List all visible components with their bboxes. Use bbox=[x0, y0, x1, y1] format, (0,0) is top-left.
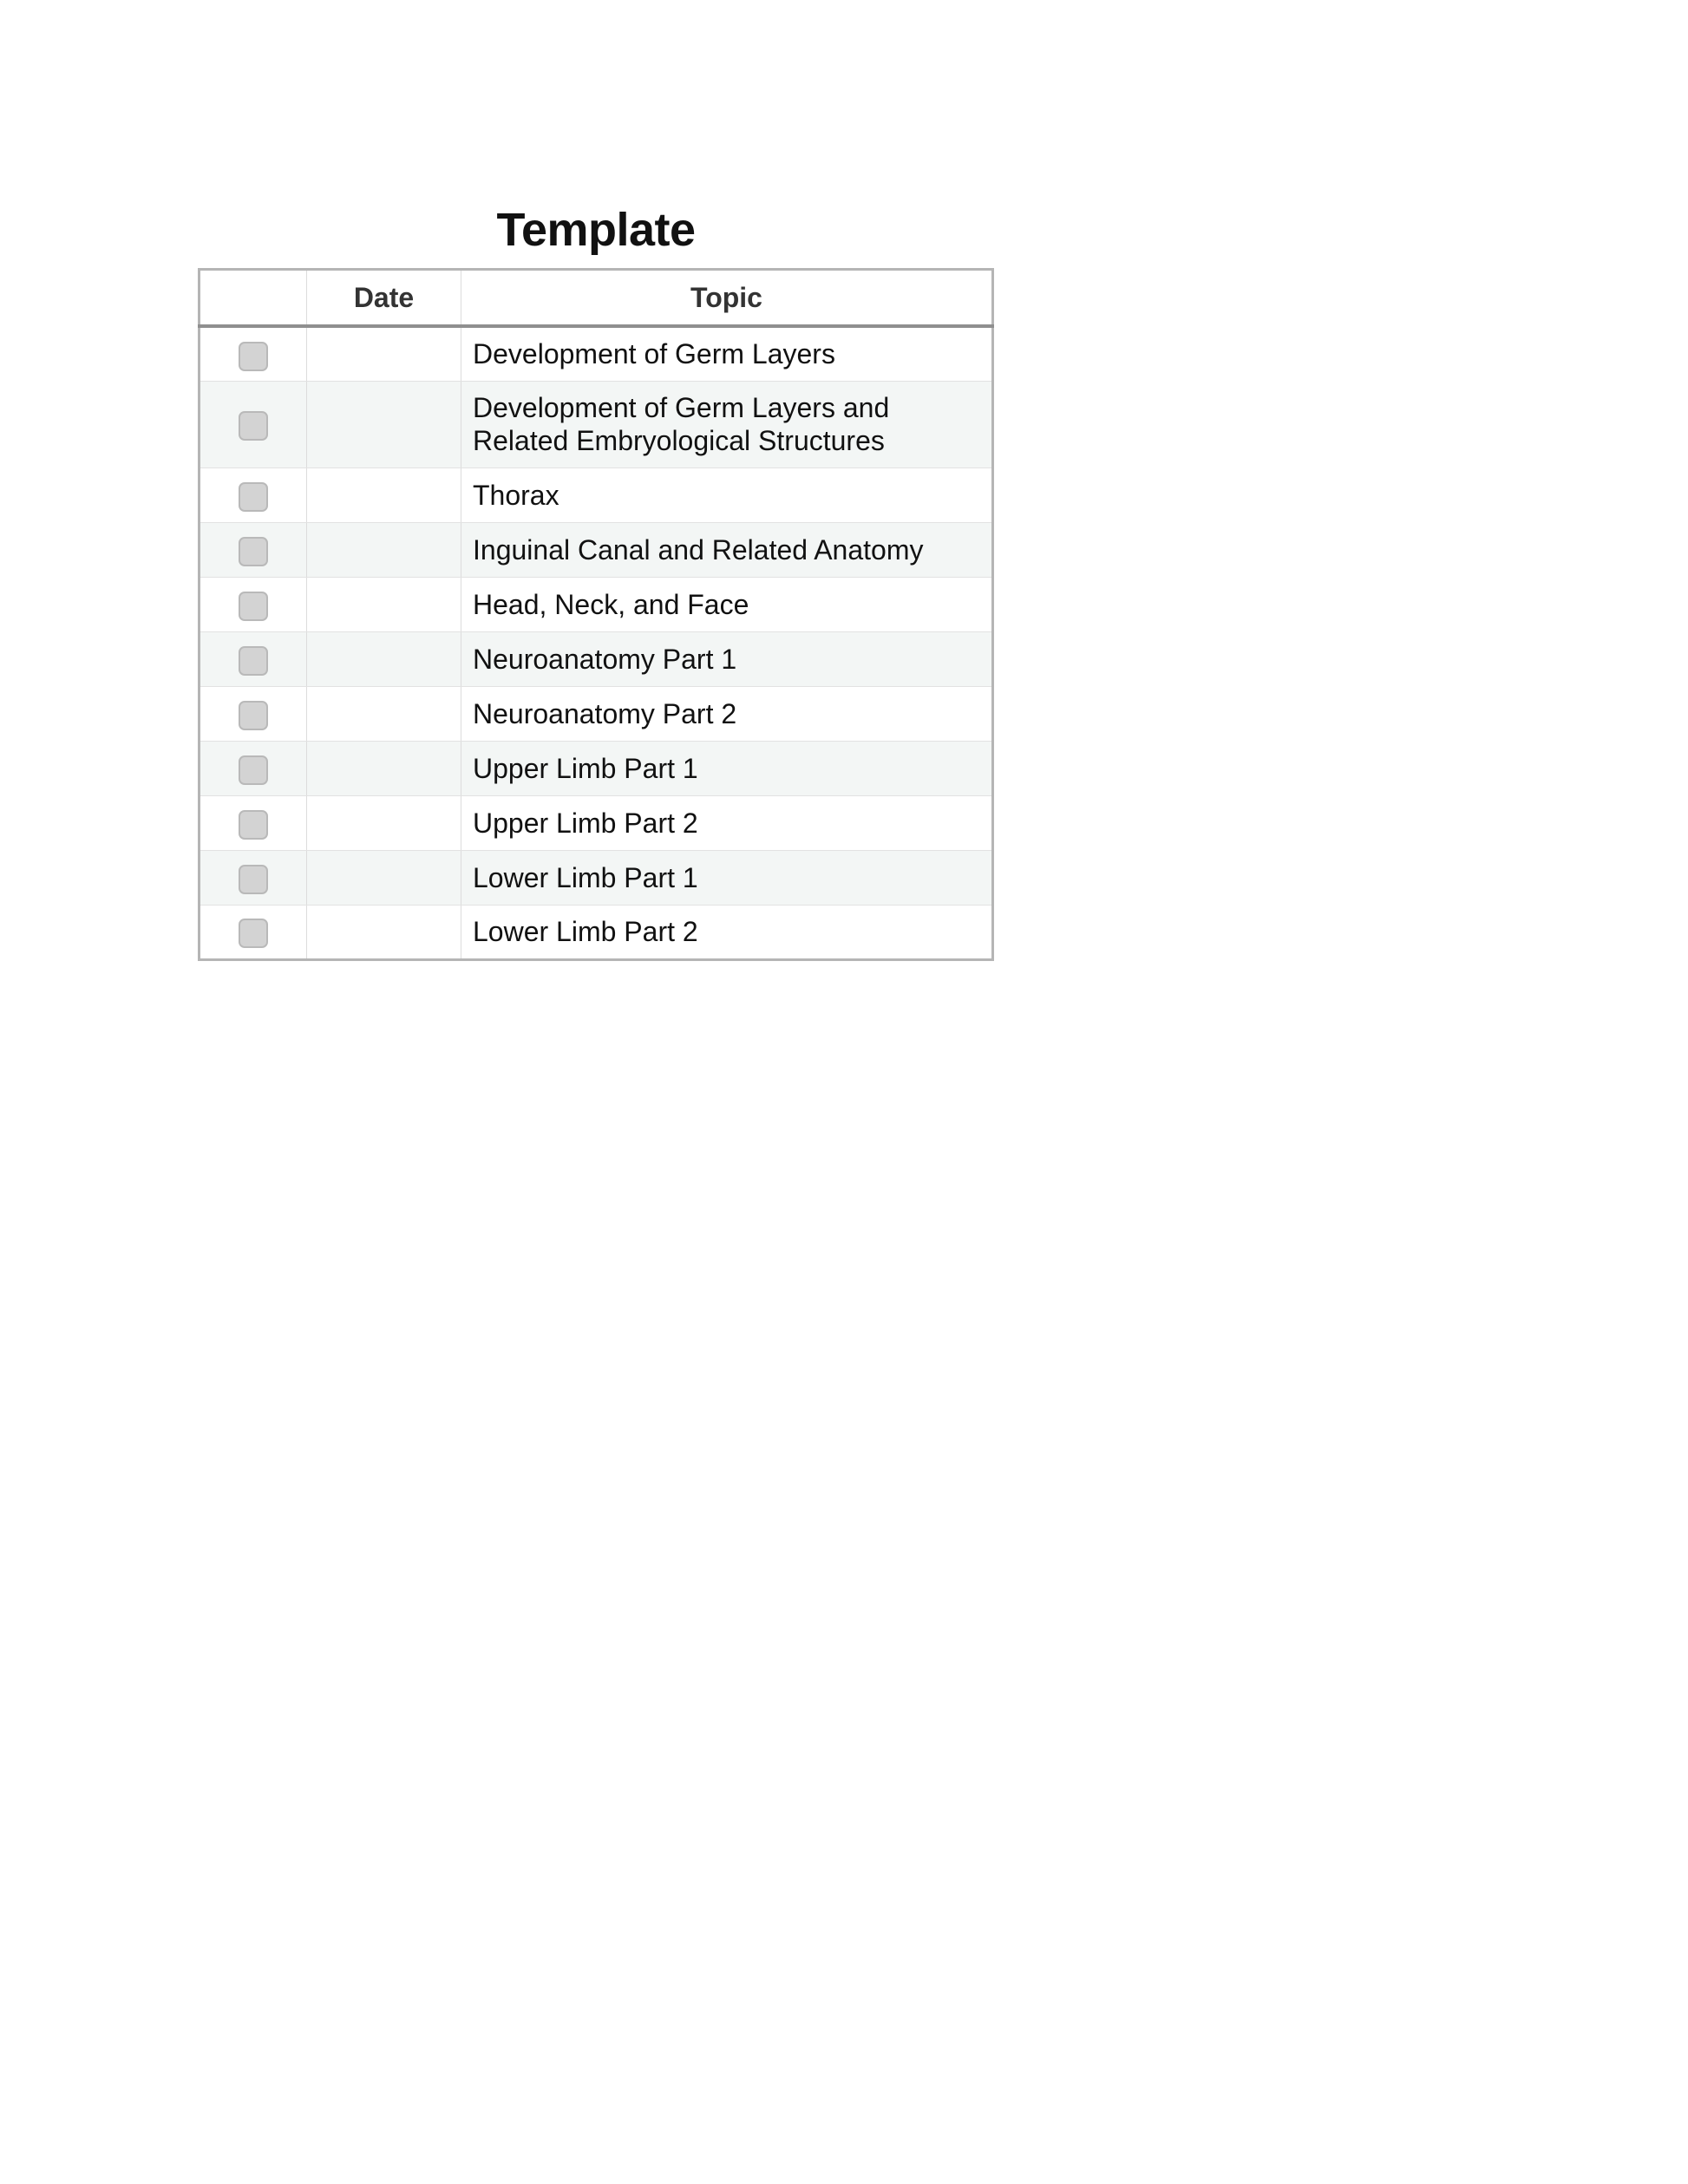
date-cell[interactable] bbox=[307, 850, 461, 905]
check-cell bbox=[200, 905, 307, 959]
column-header-check bbox=[200, 270, 307, 327]
topic-cell: Thorax bbox=[461, 468, 993, 522]
check-cell bbox=[200, 326, 307, 381]
topic-cell: Development of Germ Layers bbox=[461, 326, 993, 381]
row-checkbox[interactable] bbox=[239, 537, 268, 566]
row-checkbox[interactable] bbox=[239, 755, 268, 785]
check-cell bbox=[200, 468, 307, 522]
date-cell[interactable] bbox=[307, 522, 461, 577]
table-row bbox=[200, 577, 993, 631]
table-row bbox=[200, 631, 993, 686]
column-header-date: Date bbox=[307, 270, 461, 327]
topic-cell: Head, Neck, and Face bbox=[461, 577, 993, 631]
row-checkbox[interactable] bbox=[239, 411, 268, 441]
topic-cell: Neuroanatomy Part 2 bbox=[461, 686, 993, 741]
check-cell bbox=[200, 577, 307, 631]
topic-cell: Inguinal Canal and Related Anatomy bbox=[461, 522, 993, 577]
row-checkbox[interactable] bbox=[239, 592, 268, 621]
check-cell bbox=[200, 686, 307, 741]
check-cell bbox=[200, 522, 307, 577]
table-row bbox=[200, 741, 993, 795]
date-cell[interactable] bbox=[307, 381, 461, 468]
row-checkbox[interactable] bbox=[239, 810, 268, 840]
date-cell[interactable] bbox=[307, 686, 461, 741]
check-cell bbox=[200, 381, 307, 468]
check-cell bbox=[200, 741, 307, 795]
topic-cell: Lower Limb Part 2 bbox=[461, 905, 993, 959]
row-checkbox[interactable] bbox=[239, 482, 268, 512]
page-title: Template bbox=[496, 204, 696, 256]
topic-cell: Neuroanatomy Part 1 bbox=[461, 631, 993, 686]
table-row bbox=[200, 686, 993, 741]
check-cell bbox=[200, 850, 307, 905]
column-header-topic: Topic bbox=[461, 270, 993, 327]
topic-checklist-table bbox=[198, 268, 994, 961]
date-cell[interactable] bbox=[307, 795, 461, 850]
row-checkbox[interactable] bbox=[239, 342, 268, 371]
row-checkbox[interactable] bbox=[239, 919, 268, 948]
table-header-row bbox=[200, 270, 993, 327]
topic-cell: Upper Limb Part 2 bbox=[461, 795, 993, 850]
table-row bbox=[200, 905, 993, 959]
check-cell bbox=[200, 631, 307, 686]
date-cell[interactable] bbox=[307, 326, 461, 381]
date-cell[interactable] bbox=[307, 468, 461, 522]
row-checkbox[interactable] bbox=[239, 701, 268, 730]
date-cell[interactable] bbox=[307, 905, 461, 959]
date-cell[interactable] bbox=[307, 741, 461, 795]
table-row bbox=[200, 468, 993, 522]
table-row bbox=[200, 795, 993, 850]
topic-cell: Development of Germ Layers and Related Embryological Structures bbox=[461, 381, 993, 468]
check-cell bbox=[200, 795, 307, 850]
table-row bbox=[200, 850, 993, 905]
topic-cell: Lower Limb Part 1 bbox=[461, 850, 993, 905]
table-row bbox=[200, 326, 993, 381]
date-cell[interactable] bbox=[307, 577, 461, 631]
table-row bbox=[200, 522, 993, 577]
topic-cell: Upper Limb Part 1 bbox=[461, 741, 993, 795]
date-cell[interactable] bbox=[307, 631, 461, 686]
row-checkbox[interactable] bbox=[239, 865, 268, 894]
table-row bbox=[200, 381, 993, 468]
row-checkbox[interactable] bbox=[239, 646, 268, 676]
checklist-sheet bbox=[198, 199, 994, 961]
